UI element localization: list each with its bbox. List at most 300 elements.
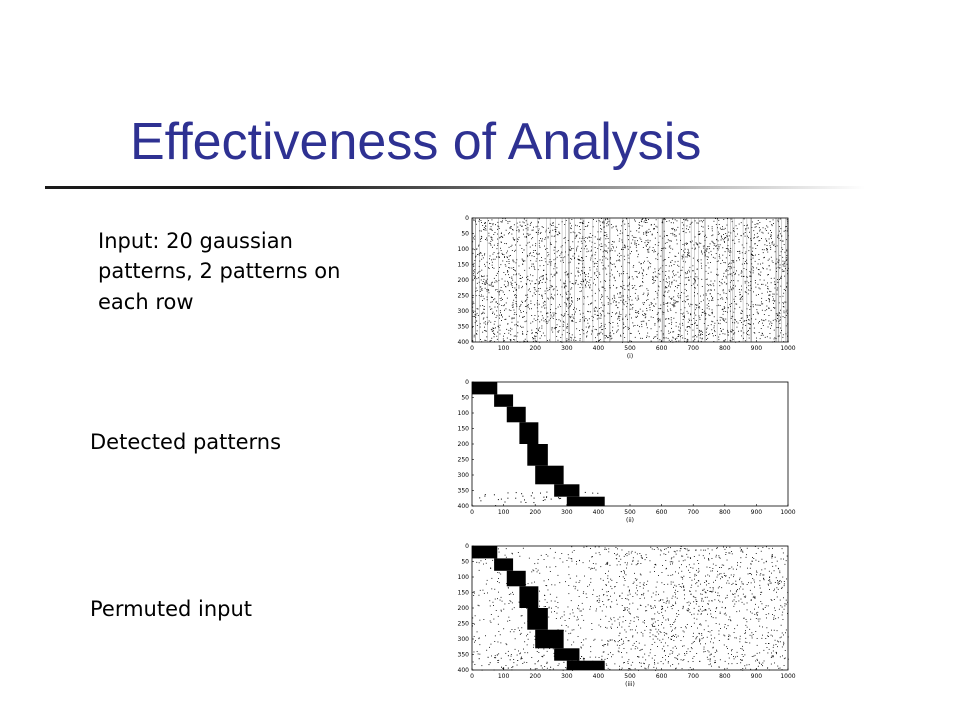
matrix-dot: [677, 287, 678, 288]
matrix-dot: [632, 603, 633, 604]
matrix-dot: [538, 221, 539, 222]
matrix-dot: [662, 648, 663, 649]
matrix-dot: [686, 296, 687, 297]
matrix-dot: [773, 219, 774, 220]
matrix-dot: [671, 319, 672, 320]
matrix-dot: [625, 301, 626, 302]
matrix-dot: [590, 311, 591, 312]
matrix-dot: [774, 244, 775, 245]
matrix-dot: [554, 236, 555, 237]
matrix-dot: [783, 271, 784, 272]
matrix-dot: [640, 238, 641, 239]
matrix-dot: [695, 282, 696, 283]
matrix-dot: [786, 239, 787, 240]
matrix-dot: [675, 668, 676, 669]
matrix-dot: [648, 294, 649, 295]
matrix-dot: [555, 566, 556, 567]
matrix-dot: [507, 498, 508, 499]
matrix-dot: [613, 654, 614, 655]
matrix-dot: [723, 289, 724, 290]
matrix-dot: [655, 291, 656, 292]
matrix-dot: [553, 318, 554, 319]
matrix-dot: [725, 598, 726, 599]
pattern-block: [554, 484, 579, 496]
matrix-dot: [526, 662, 527, 663]
matrix-dot: [474, 269, 475, 270]
matrix-dot: [521, 627, 522, 628]
x-tick-label: 0: [470, 345, 474, 352]
matrix-dot: [558, 607, 559, 608]
matrix-dot: [608, 600, 609, 601]
matrix-dot: [701, 279, 702, 280]
matrix-dot: [632, 235, 633, 236]
matrix-dot: [594, 568, 595, 569]
matrix-dot: [564, 224, 565, 225]
matrix-dot: [768, 585, 769, 586]
matrix-dot: [761, 551, 762, 552]
matrix-dot: [490, 322, 491, 323]
matrix-dot: [702, 312, 703, 313]
matrix-dot: [530, 283, 531, 284]
matrix-dot: [548, 579, 549, 580]
matrix-dot: [617, 319, 618, 320]
matrix-dot: [624, 585, 625, 586]
matrix-dot: [659, 640, 660, 641]
matrix-dot: [719, 256, 720, 257]
matrix-dot: [655, 323, 656, 324]
matrix-dot: [653, 338, 654, 339]
matrix-dot: [740, 662, 741, 663]
matrix-dot: [674, 264, 675, 265]
permuted-input-plot: [448, 540, 804, 700]
matrix-dot: [637, 564, 638, 565]
matrix-dot: [654, 250, 655, 251]
matrix-dot: [775, 565, 776, 566]
matrix-dot: [735, 236, 736, 237]
matrix-column-streak: [664, 218, 665, 342]
matrix-dot: [529, 280, 530, 281]
matrix-dot: [698, 568, 699, 569]
matrix-dot: [758, 273, 759, 274]
pattern-block: [472, 382, 497, 394]
matrix-dot: [518, 651, 519, 652]
matrix-dot: [581, 222, 582, 223]
matrix-dot: [681, 335, 682, 336]
matrix-dot: [512, 602, 513, 603]
matrix-dot: [623, 299, 624, 300]
matrix-dot: [527, 652, 528, 653]
matrix-dot: [578, 284, 579, 285]
matrix-dot: [640, 582, 641, 583]
matrix-dot: [487, 593, 488, 594]
matrix-dot: [487, 262, 488, 263]
matrix-dot: [563, 257, 564, 258]
matrix-dot: [484, 279, 485, 280]
matrix-dot: [590, 233, 591, 234]
matrix-dot: [652, 310, 653, 311]
matrix-dot: [536, 336, 537, 337]
matrix-dot: [734, 319, 735, 320]
matrix-dot: [696, 223, 697, 224]
matrix-dot: [742, 654, 743, 655]
matrix-dot: [609, 621, 610, 622]
matrix-dot: [622, 657, 623, 658]
matrix-dot: [745, 283, 746, 284]
matrix-dot: [753, 230, 754, 231]
matrix-dot: [493, 602, 494, 603]
matrix-dot: [719, 281, 720, 282]
matrix-dot: [673, 234, 674, 235]
matrix-dot: [664, 602, 665, 603]
matrix-dot: [780, 310, 781, 311]
matrix-dot: [735, 584, 736, 585]
matrix-dot: [708, 306, 709, 307]
matrix-dot: [630, 309, 631, 310]
matrix-dot: [689, 572, 690, 573]
matrix-dot: [490, 243, 491, 244]
matrix-dot: [745, 597, 746, 598]
matrix-dot: [697, 628, 698, 629]
matrix-dot: [589, 609, 590, 610]
matrix-dot: [739, 257, 740, 258]
matrix-dot: [501, 320, 502, 321]
matrix-dot: [660, 256, 661, 257]
matrix-dot: [521, 493, 522, 494]
matrix-dot: [551, 244, 552, 245]
matrix-dot: [473, 237, 474, 238]
matrix-dot: [752, 557, 753, 558]
matrix-dot: [733, 230, 734, 231]
matrix-dot: [734, 599, 735, 600]
matrix-dot: [707, 291, 708, 292]
matrix-dot: [707, 328, 708, 329]
matrix-dot: [745, 291, 746, 292]
matrix-dot: [481, 296, 482, 297]
matrix-dot: [728, 249, 729, 250]
matrix-dot: [658, 242, 659, 243]
matrix-dot: [492, 240, 493, 241]
matrix-dot: [606, 336, 607, 337]
matrix-dot: [724, 242, 725, 243]
matrix-dot: [493, 259, 494, 260]
matrix-dot: [723, 309, 724, 310]
matrix-dot: [731, 268, 732, 269]
x-tick-label: 500: [624, 345, 636, 352]
matrix-dot: [619, 273, 620, 274]
matrix-dot: [618, 651, 619, 652]
matrix-dot: [678, 327, 679, 328]
matrix-dot: [721, 240, 722, 241]
matrix-dot: [644, 654, 645, 655]
matrix-dot: [643, 593, 644, 594]
matrix-dot: [707, 259, 708, 260]
matrix-dot: [603, 604, 604, 605]
matrix-column-streak: [681, 218, 682, 342]
matrix-dot: [686, 228, 687, 229]
matrix-dot: [773, 303, 774, 304]
matrix-dot: [600, 566, 601, 567]
matrix-dot: [558, 497, 559, 498]
matrix-dot: [736, 601, 737, 602]
matrix-dot: [489, 235, 490, 236]
matrix-dot: [624, 256, 625, 257]
matrix-dot: [509, 261, 510, 262]
matrix-dot: [739, 253, 740, 254]
matrix-dot: [507, 251, 508, 252]
matrix-dot: [746, 621, 747, 622]
matrix-dot: [544, 301, 545, 302]
matrix-dot: [719, 624, 720, 625]
matrix-dot: [643, 262, 644, 263]
matrix-dot: [724, 635, 725, 636]
matrix-dot: [641, 239, 642, 240]
matrix-dot: [712, 241, 713, 242]
matrix-dot: [544, 595, 545, 596]
matrix-dot: [721, 567, 722, 568]
matrix-dot: [580, 291, 581, 292]
matrix-dot: [567, 299, 568, 300]
matrix-dot: [673, 605, 674, 606]
matrix-dot: [783, 644, 784, 645]
matrix-dot: [672, 636, 673, 637]
matrix-dot: [787, 556, 788, 557]
matrix-dot: [635, 317, 636, 318]
matrix-dot: [598, 231, 599, 232]
matrix-dot: [645, 559, 646, 560]
matrix-dot: [605, 548, 606, 549]
matrix-dot: [684, 252, 685, 253]
matrix-dot: [786, 604, 787, 605]
matrix-dot: [527, 634, 528, 635]
matrix-dot: [653, 593, 654, 594]
matrix-dot: [779, 323, 780, 324]
matrix-dot: [631, 305, 632, 306]
matrix-dot: [767, 635, 768, 636]
matrix-dot: [744, 321, 745, 322]
matrix-dot: [669, 247, 670, 248]
matrix-dot: [608, 242, 609, 243]
matrix-dot: [571, 232, 572, 233]
matrix-dot: [479, 562, 480, 563]
matrix-dot: [577, 246, 578, 247]
matrix-dot: [578, 241, 579, 242]
matrix-dot: [619, 241, 620, 242]
matrix-dot: [767, 336, 768, 337]
matrix-dot: [611, 303, 612, 304]
matrix-dot: [534, 319, 535, 320]
matrix-dot: [509, 247, 510, 248]
matrix-dot: [606, 236, 607, 237]
matrix-dot: [505, 286, 506, 287]
matrix-dot: [661, 642, 662, 643]
matrix-dot: [493, 223, 494, 224]
matrix-dot: [780, 317, 781, 318]
matrix-dot: [742, 646, 743, 647]
matrix-dot: [657, 314, 658, 315]
matrix-dot: [528, 230, 529, 231]
matrix-dot: [640, 574, 641, 575]
matrix-dot: [704, 647, 705, 648]
matrix-dot: [651, 630, 652, 631]
matrix-dot: [607, 643, 608, 644]
matrix-dot: [542, 238, 543, 239]
matrix-column-streak: [734, 218, 735, 342]
matrix-dot: [666, 235, 667, 236]
matrix-dot: [689, 564, 690, 565]
matrix-dot: [772, 636, 773, 637]
matrix-dot: [615, 280, 616, 281]
matrix-dot: [720, 298, 721, 299]
matrix-dot: [689, 319, 690, 320]
matrix-dot: [485, 324, 486, 325]
matrix-dot: [683, 316, 684, 317]
matrix-dot: [755, 304, 756, 305]
matrix-dot: [607, 658, 608, 659]
matrix-dot: [567, 332, 568, 333]
matrix-dot: [598, 333, 599, 334]
matrix-dot: [765, 643, 766, 644]
matrix-dot: [731, 575, 732, 576]
matrix-dot: [602, 333, 603, 334]
matrix-dot: [610, 335, 611, 336]
matrix-dot: [610, 586, 611, 587]
matrix-dot: [524, 316, 525, 317]
matrix-dot: [542, 296, 543, 297]
matrix-dot: [612, 624, 613, 625]
matrix-dot: [587, 225, 588, 226]
matrix-dot: [719, 334, 720, 335]
matrix-dot: [726, 276, 727, 277]
matrix-dot: [627, 555, 628, 556]
matrix-column-streak: [488, 218, 489, 342]
matrix-dot: [669, 284, 670, 285]
matrix-dot: [494, 282, 495, 283]
matrix-dot: [629, 591, 630, 592]
matrix-dot: [614, 640, 615, 641]
matrix-dot: [758, 313, 759, 314]
matrix-dot: [504, 235, 505, 236]
matrix-dot: [760, 601, 761, 602]
matrix-dot: [657, 319, 658, 320]
matrix-dot: [668, 290, 669, 291]
matrix-dot: [773, 223, 774, 224]
matrix-dot: [582, 603, 583, 604]
matrix-dot: [673, 622, 674, 623]
matrix-dot: [633, 279, 634, 280]
x-tick-label: 100: [497, 345, 510, 352]
matrix-dot: [647, 333, 648, 334]
matrix-dot: [608, 337, 609, 338]
matrix-dot: [655, 629, 656, 630]
matrix-dot: [689, 326, 690, 327]
matrix-dot: [721, 331, 722, 332]
matrix-dot: [756, 226, 757, 227]
matrix-dot: [723, 219, 724, 220]
matrix-dot: [561, 253, 562, 254]
matrix-dot: [675, 256, 676, 257]
matrix-dot: [600, 231, 601, 232]
matrix-dot: [724, 321, 725, 322]
matrix-dot: [578, 276, 579, 277]
matrix-dot: [535, 338, 536, 339]
matrix-dot: [556, 286, 557, 287]
matrix-dot: [718, 261, 719, 262]
matrix-dot: [644, 623, 645, 624]
matrix-dot: [741, 270, 742, 271]
matrix-dot: [645, 314, 646, 315]
x-tick-label: 300: [561, 509, 573, 516]
matrix-dot: [552, 223, 553, 224]
matrix-dot: [769, 301, 770, 302]
matrix-dot: [521, 278, 522, 279]
matrix-dot: [656, 587, 657, 588]
matrix-dot: [560, 337, 561, 338]
matrix-dot: [647, 310, 648, 311]
matrix-dot: [530, 225, 531, 226]
matrix-dot: [652, 658, 653, 659]
matrix-dot: [653, 634, 654, 635]
matrix-dot: [780, 319, 781, 320]
matrix-dot: [669, 252, 670, 253]
matrix-dot: [532, 332, 533, 333]
matrix-dot: [784, 307, 785, 308]
matrix-dot: [673, 270, 674, 271]
matrix-dot: [596, 553, 597, 554]
matrix-dot: [520, 278, 521, 279]
matrix-dot: [721, 282, 722, 283]
matrix-dot: [624, 630, 625, 631]
matrix-dot: [785, 650, 786, 651]
matrix-dot: [682, 222, 683, 223]
matrix-dot: [616, 247, 617, 248]
matrix-dot: [631, 333, 632, 334]
matrix-dot: [589, 318, 590, 319]
matrix-dot: [708, 303, 709, 304]
matrix-dot: [638, 273, 639, 274]
matrix-dot: [673, 587, 674, 588]
matrix-dot: [703, 651, 704, 652]
matrix-dot: [773, 245, 774, 246]
matrix-dot: [762, 310, 763, 311]
matrix-dot: [687, 255, 688, 256]
matrix-dot: [772, 225, 773, 226]
matrix-dot: [642, 338, 643, 339]
matrix-dot: [702, 334, 703, 335]
matrix-dot: [559, 494, 560, 495]
matrix-dot: [607, 251, 608, 252]
matrix-dot: [584, 576, 585, 577]
matrix-dot: [512, 553, 513, 554]
matrix-dot: [621, 652, 622, 653]
matrix-dot: [526, 228, 527, 229]
matrix-dot: [593, 283, 594, 284]
matrix-dot: [619, 314, 620, 315]
matrix-dot: [501, 610, 502, 611]
matrix-dot: [558, 340, 559, 341]
matrix-column-streak: [550, 218, 551, 342]
matrix-dot: [670, 624, 671, 625]
matrix-dot: [553, 225, 554, 226]
matrix-dot: [688, 322, 689, 323]
matrix-dot: [532, 245, 533, 246]
matrix-dot: [762, 293, 763, 294]
matrix-dot: [770, 328, 771, 329]
matrix-dot: [671, 324, 672, 325]
matrix-dot: [770, 322, 771, 323]
matrix-dot: [578, 268, 579, 269]
matrix-dot: [576, 576, 577, 577]
matrix-dot: [740, 639, 741, 640]
